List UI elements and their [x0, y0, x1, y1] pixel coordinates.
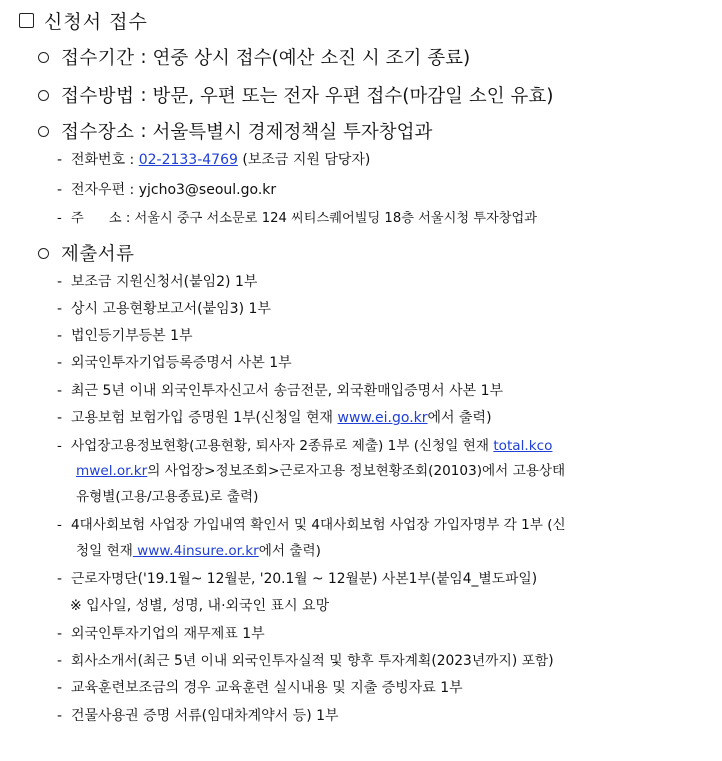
circle-bullet-icon — [38, 90, 49, 101]
doc-item: - 외국인투자기업등록증명서 사본 1부 — [57, 355, 292, 371]
docs-row — [38, 240, 134, 266]
method-label: 접수방법 — [61, 86, 135, 107]
section-title — [19, 6, 148, 34]
place-row — [38, 118, 432, 144]
doc-text: 교육훈련보조금의 경우 교육훈련 실시내용 및 지출 증빙자료 1부 — [71, 680, 463, 696]
doc-item-cont — [76, 488, 258, 506]
doc-text: 유형별(고용/고용종료)로 출력) — [76, 489, 259, 505]
total-kcomwel-link[interactable]: mwel.or.kr — [76, 463, 148, 479]
doc-text: 외국인투자기업등록증명서 사본 1부 — [71, 355, 292, 371]
contact-address: - 주 소 : 서울시 중구 서소문로 124 씨티스퀘어빌딩 18층 서울시청 투자창업과 — [57, 211, 537, 226]
doc-text: 회사소개서(최근 5년 이내 외국인투자실적 및 향후 투자계획(2023년까지) 포함) — [71, 653, 554, 669]
period-label: 접수기간 — [61, 48, 135, 69]
doc-item: - 4대사회보험 사업장 가입내역 확인서 및 4대사회보험 사업장 가입자명부 각 1부 (신 — [57, 517, 566, 533]
doc-item: - 회사소개서(최근 5년 이내 외국인투자실적 및 향후 투자계획(2023년까지) 포함) — [57, 653, 554, 669]
title-text: 신청서 접수 — [44, 10, 148, 33]
period-colon: : — [134, 46, 153, 68]
doc-note — [70, 597, 329, 615]
doc-text: 법인등기부등본 1부 — [71, 328, 193, 344]
ei-link[interactable]: www.ei.go.kr — [337, 410, 428, 426]
method-row — [38, 82, 554, 108]
method-value: 방문, 우편 또는 전자 우편 접수(마감일 소인 유효) — [152, 86, 554, 107]
phone-note: (보조금 지원 담당자) — [237, 152, 371, 168]
place-value: 서울특별시 경제정책실 투자창업과 — [152, 122, 433, 143]
doc-text: 최근 5년 이내 외국인투자신고서 송금전문, 외국환매입증명서 사본 1부 — [71, 383, 504, 399]
docs-label: 제출서류 — [61, 244, 135, 265]
doc-text: 4대사회보험 사업장 가입내역 확인서 및 4대사회보험 사업장 가입자명부 각 1부 (신 — [71, 517, 566, 533]
circle-bullet-icon — [38, 126, 49, 137]
period-row — [38, 44, 470, 70]
doc-text: 의 사업장>정보조회>근로자고용 정보현황조회(20103)에서 고용상태 — [147, 463, 566, 479]
doc-item-cont — [76, 542, 321, 560]
doc-item: - 최근 5년 이내 외국인투자신고서 송금전문, 외국환매입증명서 사본 1부 — [57, 383, 504, 399]
email-label: 전자우편 : — [71, 182, 139, 198]
doc-item: - 법인등기부등본 1부 — [57, 328, 193, 344]
doc-item: - 상시 고용현황보고서(붙임3) 1부 — [57, 301, 271, 317]
doc-text: 보조금 지원신청서(붙임2) 1부 — [71, 274, 258, 290]
period-value: 연중 상시 접수(예산 소진 시 조기 종료) — [152, 48, 471, 69]
doc-text: 고용보험 보험가입 증명원 1부(신청일 현재 — [71, 410, 338, 426]
doc-text: 청일 현재 — [76, 543, 133, 559]
addr-value: 서울시 중구 서소문로 124 씨티스퀘어빌딩 18층 서울시청 투자창업과 — [134, 211, 537, 226]
doc-item-cont — [76, 462, 565, 480]
place-colon: : — [134, 120, 153, 142]
doc-text: 근로자명단('19.1월~ 12월분, '20.1월 ~ 12월분) 사본1부(붙임4_별도파일) — [71, 571, 538, 587]
contact-email: - 전자우편 : yjcho3@seoul.go.kr — [57, 182, 277, 198]
doc-item: - 고용보험 보험가입 증명원 1부(신청일 현재 www.ei.go.kr에서 출력) — [57, 410, 492, 426]
doc-text: 외국인투자기업의 재무제표 1부 — [71, 626, 265, 642]
phone-link[interactable]: 02-2133-4769 — [138, 152, 238, 168]
contact-phone: - 전화번호 : 02-2133-4769 (보조금 지원 담당자) — [57, 152, 371, 168]
email-value: yjcho3@seoul.go.kr — [138, 182, 277, 198]
doc-item: - 사업장고용정보현황(고용현황, 퇴사자 2종류로 제출) 1부 (신청일 현재 total.kco — [57, 438, 553, 454]
doc-item: - 보조금 지원신청서(붙임2) 1부 — [57, 274, 258, 290]
checkbox-icon[interactable] — [19, 13, 34, 28]
addr-label: 주 소 : — [71, 211, 135, 226]
doc-text: 에서 출력) — [258, 543, 321, 559]
method-colon: : — [134, 84, 153, 106]
circle-bullet-icon — [38, 52, 49, 63]
doc-text: ※ 입사일, 성별, 성명, 내·외국인 표시 요망 — [70, 598, 330, 614]
total-kcomwel-link[interactable]: total.kco — [493, 438, 553, 454]
doc-text: 사업장고용정보현황(고용현황, 퇴사자 2종류로 제출) 1부 (신청일 현재 — [71, 438, 494, 454]
doc-text: 상시 고용현황보고서(붙임3) 1부 — [71, 301, 271, 317]
doc-text: 에서 출력) — [427, 410, 492, 426]
doc-text: 건물사용권 증명 서류(임대차계약서 등) 1부 — [71, 708, 339, 724]
circle-bullet-icon — [38, 248, 49, 259]
doc-item: - 교육훈련보조금의 경우 교육훈련 실시내용 및 지출 증빙자료 1부 — [57, 680, 463, 696]
place-label: 접수장소 — [61, 122, 135, 143]
doc-item: - 외국인투자기업의 재무제표 1부 — [57, 626, 265, 642]
4insure-link[interactable]: www.4insure.or.kr — [132, 543, 259, 559]
phone-label: 전화번호 : — [71, 152, 139, 168]
doc-item: - 건물사용권 증명 서류(임대차계약서 등) 1부 — [57, 708, 339, 724]
doc-item: - 근로자명단('19.1월~ 12월분, '20.1월 ~ 12월분) 사본1부(붙임4_별도파일) — [57, 571, 538, 587]
